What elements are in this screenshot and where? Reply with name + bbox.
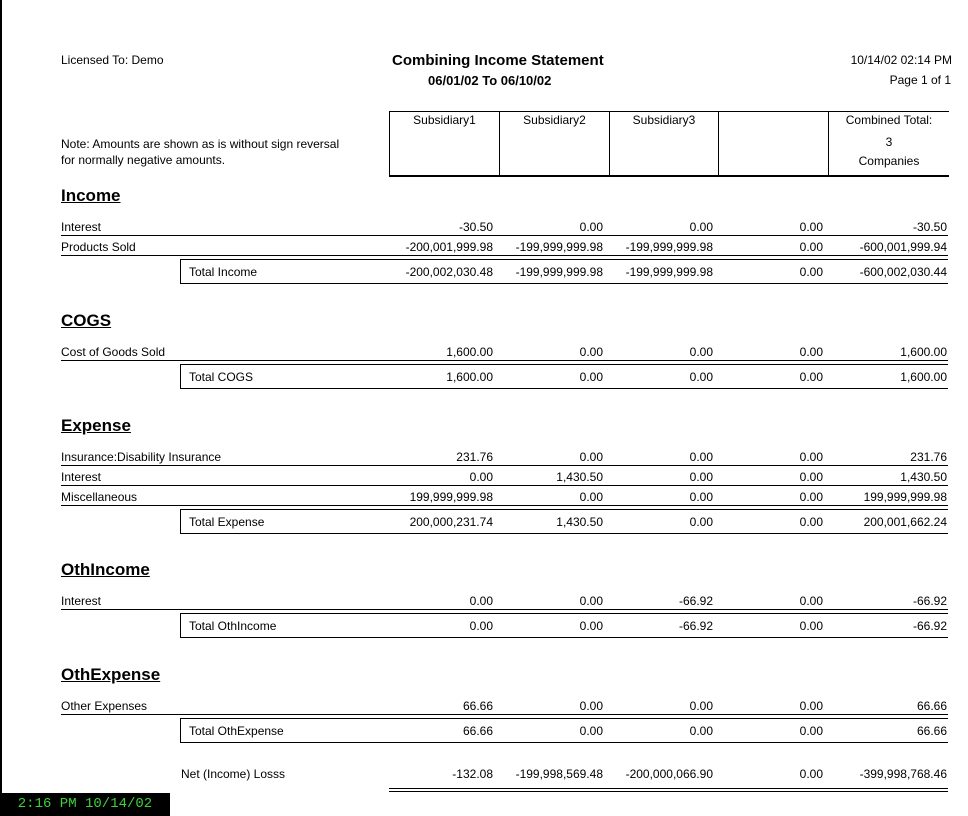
- row-value: 231.76: [910, 450, 947, 464]
- row-value: 0.00: [469, 619, 493, 633]
- row-value: -200,000,066.90: [625, 767, 713, 781]
- row-value: -66.92: [678, 619, 713, 633]
- row-value: 200,001,662.24: [863, 515, 947, 529]
- row-value: -200,001,999.98: [405, 240, 493, 254]
- row-value: 0.00: [799, 767, 823, 781]
- rule-line: [61, 609, 948, 610]
- rule-line: [389, 791, 948, 792]
- row-value: 0.00: [799, 345, 823, 359]
- row-value: 0.00: [799, 490, 823, 504]
- row-value: 1,600.00: [900, 345, 947, 359]
- row-value: -66.92: [678, 594, 713, 608]
- section-title: COGS: [61, 311, 112, 330]
- row-value: 0.00: [689, 490, 713, 504]
- row-value: 66.66: [462, 724, 493, 738]
- row-label: Total Income: [189, 265, 258, 279]
- row-value: -199,999,999.98: [515, 265, 603, 279]
- row-value: 0.00: [799, 619, 823, 633]
- column-label: Subsidiary2: [523, 113, 586, 127]
- row-label: Products Sold: [61, 240, 136, 254]
- net-row: [61, 762, 948, 782]
- row-label: Total OthIncome: [189, 619, 277, 633]
- row-value: 199,999,999.98: [863, 490, 947, 504]
- report-title: Combining Income Statement: [392, 52, 604, 69]
- rule-line: [180, 533, 948, 534]
- row-value: 0.00: [799, 699, 823, 713]
- row-value: -199,999,999.98: [515, 240, 603, 254]
- row-value: 0.00: [689, 515, 713, 529]
- row-value: 0.00: [689, 470, 713, 484]
- rule-line: [180, 283, 948, 284]
- row-value: 0.00: [579, 724, 603, 738]
- section-title: Expense: [61, 416, 131, 435]
- column-header-subsidiary3: [610, 112, 719, 175]
- row-value: 0.00: [689, 220, 713, 234]
- column-header-combined: [829, 112, 949, 175]
- column-header-box: [389, 111, 949, 177]
- column-header-subsidiary1: [390, 112, 500, 175]
- row-value: 0.00: [469, 594, 493, 608]
- row-value: -66.92: [912, 619, 947, 633]
- licensed-to: Licensed To: Demo: [61, 53, 164, 67]
- row-value: 1,600.00: [900, 370, 947, 384]
- rule-line: [180, 637, 948, 638]
- row-value: 0.00: [689, 370, 713, 384]
- taskbar-clock: 2:16 PM 10/14/02: [0, 793, 170, 816]
- row-value: -132.08: [452, 767, 493, 781]
- row-value: 0.00: [799, 220, 823, 234]
- total-row: [61, 365, 948, 385]
- table-row: [61, 445, 948, 465]
- row-value: 0.00: [799, 470, 823, 484]
- row-value: 0.00: [689, 724, 713, 738]
- row-value: 0.00: [689, 699, 713, 713]
- column-header-subsidiary2: [500, 112, 610, 175]
- row-label: Interest: [61, 470, 102, 484]
- note-line-1: Note: Amounts are shown as is without sign reversal: [61, 137, 340, 151]
- row-value: 231.76: [456, 450, 493, 464]
- row-value: 0.00: [799, 724, 823, 738]
- row-value: 1,600.00: [446, 370, 493, 384]
- row-value: -600,002,030.44: [859, 265, 947, 279]
- table-row: [61, 485, 948, 505]
- section-title: OthExpense: [61, 665, 161, 684]
- report-timestamp: 10/14/02 02:14 PM: [850, 53, 952, 67]
- row-value: 0.00: [579, 490, 603, 504]
- row-value: 0.00: [799, 594, 823, 608]
- row-value: 0.00: [799, 370, 823, 384]
- row-value: -30.50: [458, 220, 493, 234]
- row-value: 0.00: [579, 619, 603, 633]
- row-label: Miscellaneous: [61, 490, 138, 504]
- row-value: -200,002,030.48: [405, 265, 493, 279]
- date-range: 06/01/02 To 06/10/02: [428, 73, 552, 88]
- row-value: 0.00: [799, 240, 823, 254]
- row-label: Net (Income) Losss: [181, 767, 286, 781]
- row-value: 1,430.50: [556, 515, 603, 529]
- column-label: Subsidiary3: [632, 113, 696, 127]
- row-label: Interest: [61, 220, 102, 234]
- row-value: 0.00: [689, 345, 713, 359]
- row-value: -66.92: [912, 594, 947, 608]
- row-value: 66.66: [916, 699, 947, 713]
- row-value: 199,999,999.98: [409, 490, 493, 504]
- rule-line: [61, 714, 948, 715]
- table-row: [61, 465, 948, 485]
- rule-line: [389, 788, 948, 789]
- row-value: 66.66: [462, 699, 493, 713]
- row-label: Insurance:Disability Insurance: [61, 450, 222, 464]
- row-value: 66.66: [916, 724, 947, 738]
- row-value: 0.00: [799, 515, 823, 529]
- rule-line: [61, 505, 948, 506]
- section-title: Income: [61, 186, 121, 205]
- rule-line: [180, 742, 948, 743]
- row-label: Total Expense: [189, 515, 265, 529]
- row-label: Other Expenses: [61, 699, 148, 713]
- rule-line: [61, 360, 948, 361]
- row-value: 0.00: [799, 265, 823, 279]
- page-number: Page 1 of 1: [889, 73, 951, 87]
- table-row: [61, 235, 948, 255]
- row-value: -199,998,569.48: [515, 767, 603, 781]
- section-title: OthIncome: [61, 560, 150, 579]
- row-value: 0.00: [579, 345, 603, 359]
- row-label: Cost of Goods Sold: [61, 345, 166, 359]
- row-label: Interest: [61, 594, 102, 608]
- row-value: 0.00: [469, 470, 493, 484]
- row-value: 0.00: [579, 450, 603, 464]
- column-label: Subsidiary1: [413, 113, 476, 127]
- row-label: Total COGS: [189, 370, 254, 384]
- total-row: [61, 614, 948, 634]
- row-value: -600,001,999.94: [859, 240, 947, 254]
- total-row: [61, 719, 948, 739]
- note-line-2: for normally negative amounts.: [61, 153, 226, 167]
- row-value: 0.00: [689, 450, 713, 464]
- table-row: [61, 589, 948, 609]
- column-label-companies: Companies: [858, 154, 920, 168]
- rule-line: [61, 255, 948, 256]
- row-value: 0.00: [579, 594, 603, 608]
- row-value: 0.00: [799, 450, 823, 464]
- total-row: [61, 260, 948, 280]
- row-value: 1,430.50: [900, 470, 947, 484]
- column-label: Combined Total:: [845, 113, 933, 127]
- window-left-border: [0, 0, 2, 816]
- row-value: 0.00: [579, 220, 603, 234]
- total-row: [61, 510, 948, 530]
- row-value: 0.00: [579, 699, 603, 713]
- table-row: [61, 694, 948, 714]
- row-value: 200,000,231.74: [409, 515, 493, 529]
- row-value: 1,600.00: [446, 345, 493, 359]
- row-value: 1,430.50: [556, 470, 603, 484]
- row-value: 0.00: [579, 370, 603, 384]
- table-row: [61, 340, 948, 360]
- table-row: [61, 215, 948, 235]
- rule-line: [180, 388, 948, 389]
- column-label-count: 3: [885, 135, 893, 149]
- row-value: -199,999,999.98: [625, 265, 713, 279]
- row-value: -30.50: [912, 220, 947, 234]
- row-label: Total OthExpense: [189, 724, 284, 738]
- row-value: -199,999,999.98: [625, 240, 713, 254]
- row-value: -399,998,768.46: [859, 767, 947, 781]
- column-header-blank: [719, 112, 829, 175]
